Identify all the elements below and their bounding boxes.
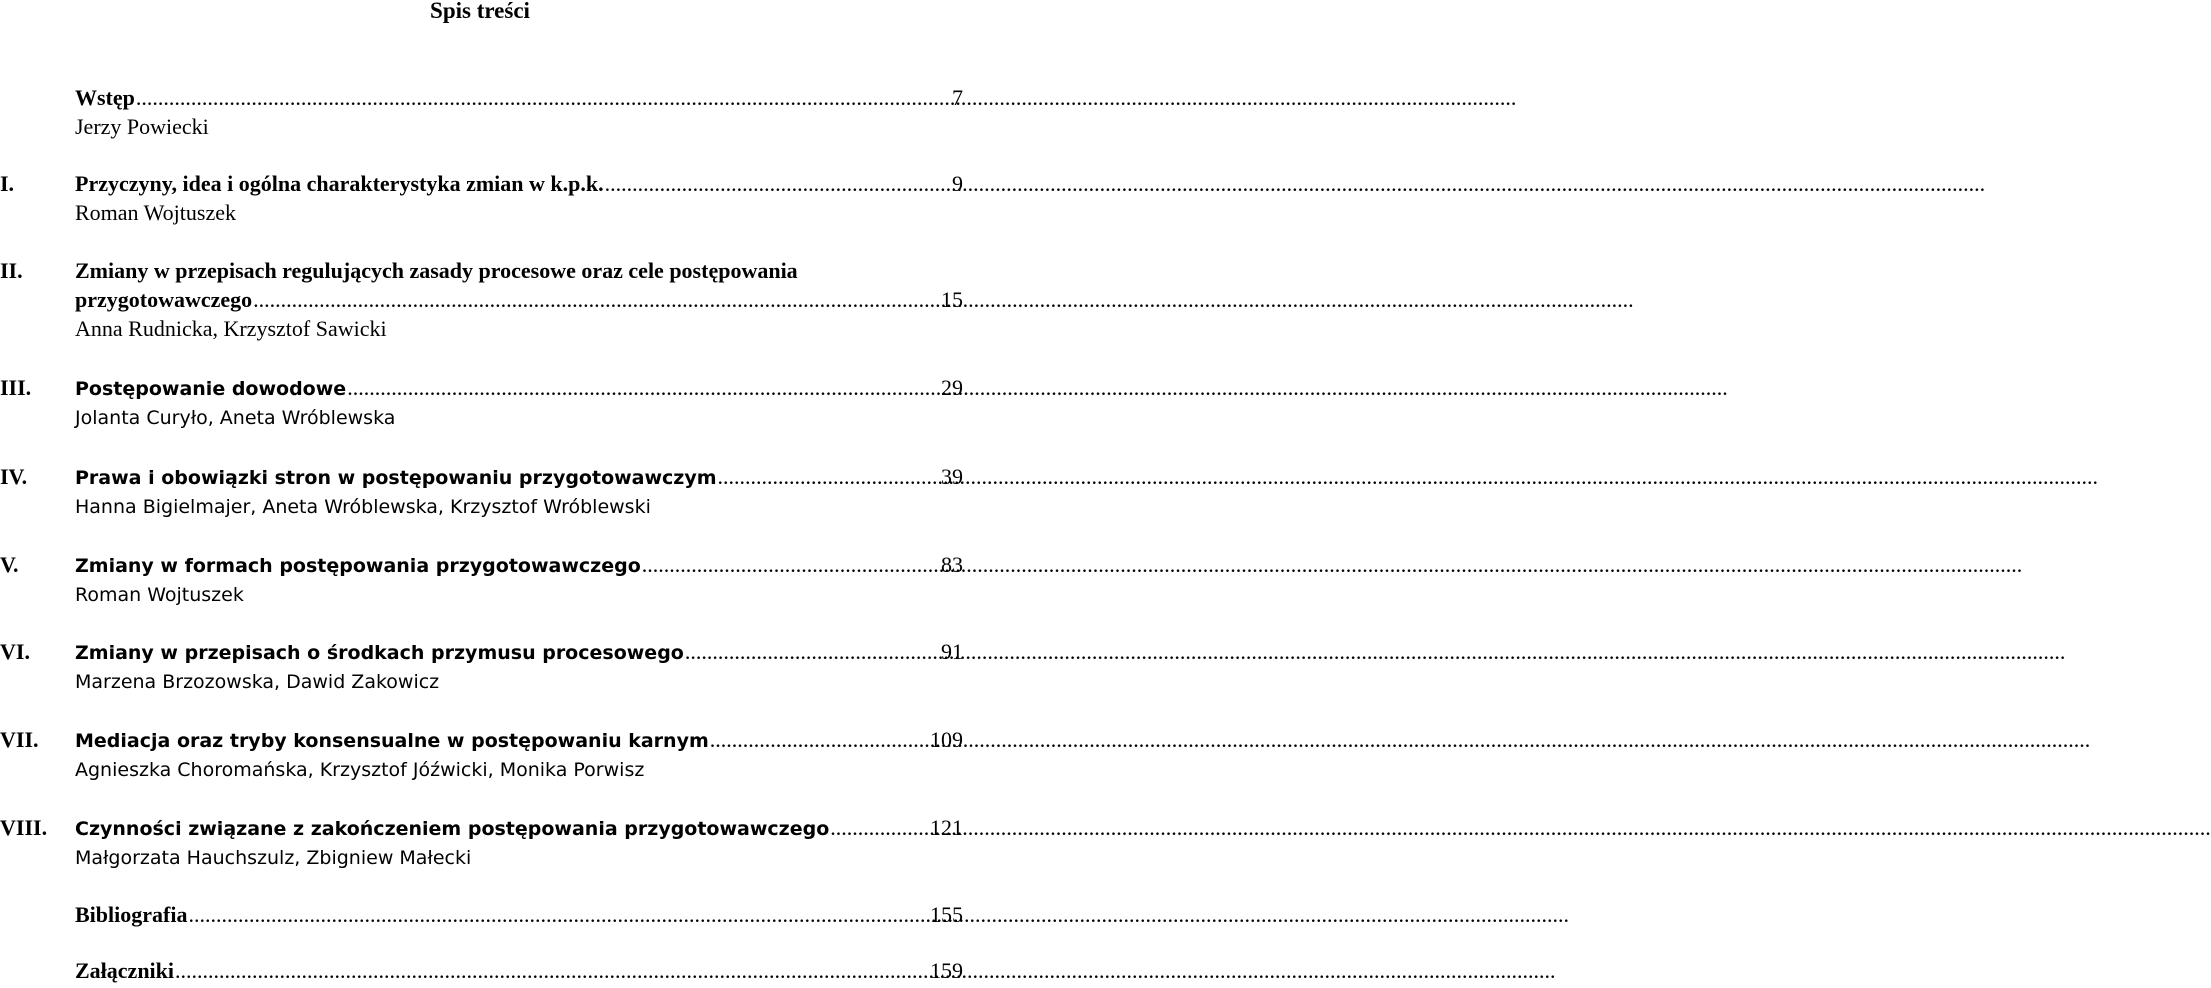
toc-entry-title-line1: Zmiany w przepisach regulujących zasady procesowe oraz cele postępowania bbox=[75, 258, 798, 283]
toc-entry-page: 9 bbox=[952, 171, 963, 196]
toc-entry-page: 159 bbox=[930, 958, 963, 983]
toc-entry-title: Wstęp bbox=[75, 85, 135, 110]
dot-leader bbox=[685, 637, 936, 666]
dot-leader bbox=[710, 725, 925, 754]
toc-entry-page: 7 bbox=[952, 85, 963, 110]
chapter-number: VI. bbox=[0, 639, 30, 664]
toc-entry-title: Postępowanie dowodowe bbox=[75, 378, 347, 400]
toc-entry-title: przygotowawczego bbox=[75, 287, 253, 312]
toc-entry-page: 121 bbox=[930, 815, 963, 840]
toc-entry-title: Bibliografia bbox=[75, 902, 188, 927]
toc-entry-title: Prawa i obowiązki stron w postępowaniu przygotowawczym bbox=[75, 467, 717, 489]
chapter-number: II. bbox=[0, 258, 23, 283]
dot-leader bbox=[136, 83, 947, 112]
dot-leader bbox=[175, 956, 925, 985]
toc-entry-authors: Roman Wojtuszek bbox=[75, 200, 236, 225]
toc-entry-title: Przyczyny, idea i ogólna charakterystyka zmian w k.p.k. bbox=[75, 171, 604, 196]
dot-leader bbox=[253, 285, 936, 314]
toc-entry-title: Mediacja oraz tryby konsensualne w postępowaniu karnym bbox=[75, 730, 709, 752]
toc-entry-page: 109 bbox=[930, 727, 963, 752]
chapter-number: VII. bbox=[0, 727, 39, 752]
toc-entry-authors: Marzena Brzozowska, Dawid Zakowicz bbox=[75, 671, 440, 693]
chapter-number: IV. bbox=[0, 464, 28, 489]
toc-entry-authors: Hanna Bigielmajer, Aneta Wróblewska, Krzysztof Wróblewski bbox=[75, 496, 651, 518]
chapter-number: I. bbox=[0, 171, 15, 196]
toc-entry-authors: Roman Wojtuszek bbox=[75, 584, 244, 606]
toc-entry-page: 39 bbox=[941, 464, 963, 489]
toc-entry-title: Zmiany w formach postępowania przygotowawczego bbox=[75, 555, 641, 577]
dot-leader bbox=[830, 813, 925, 842]
toc-entry-authors: Jolanta Curyło, Aneta Wróblewska bbox=[75, 407, 396, 429]
dot-leader bbox=[347, 373, 936, 402]
toc-entry-page: 29 bbox=[941, 375, 963, 400]
toc-entry-authors: Jerzy Powiecki bbox=[75, 114, 209, 139]
toc-entry-page: 15 bbox=[941, 287, 963, 312]
toc-entry-authors: Anna Rudnicka, Krzysztof Sawicki bbox=[75, 316, 387, 341]
chapter-number: VIII. bbox=[0, 815, 48, 840]
dot-leader bbox=[642, 550, 936, 579]
toc-entry-title: Czynności związane z zakończeniem postępowania przygotowawczego bbox=[75, 818, 830, 840]
toc-entry-title: Załączniki bbox=[75, 958, 175, 983]
toc-entry-title: Zmiany w przepisach o środkach przymusu procesowego bbox=[75, 642, 684, 664]
chapter-number: III. bbox=[0, 375, 32, 400]
toc-entry-page: 83 bbox=[941, 552, 963, 577]
toc-page bbox=[0, 0, 963, 988]
toc-entry-page: 91 bbox=[941, 639, 963, 664]
page-title: Spis treści bbox=[430, 0, 530, 23]
dot-leader bbox=[188, 900, 925, 929]
chapter-number: V. bbox=[0, 552, 19, 577]
toc-entry-authors: Agnieszka Choromańska, Krzysztof Jóźwicki, Monika Porwisz bbox=[75, 759, 645, 781]
toc-entry-page: 155 bbox=[930, 902, 963, 927]
dot-leader bbox=[605, 169, 947, 198]
toc-entry-authors: Małgorzata Hauchszulz, Zbigniew Małecki bbox=[75, 847, 472, 869]
dot-leader bbox=[718, 462, 936, 491]
